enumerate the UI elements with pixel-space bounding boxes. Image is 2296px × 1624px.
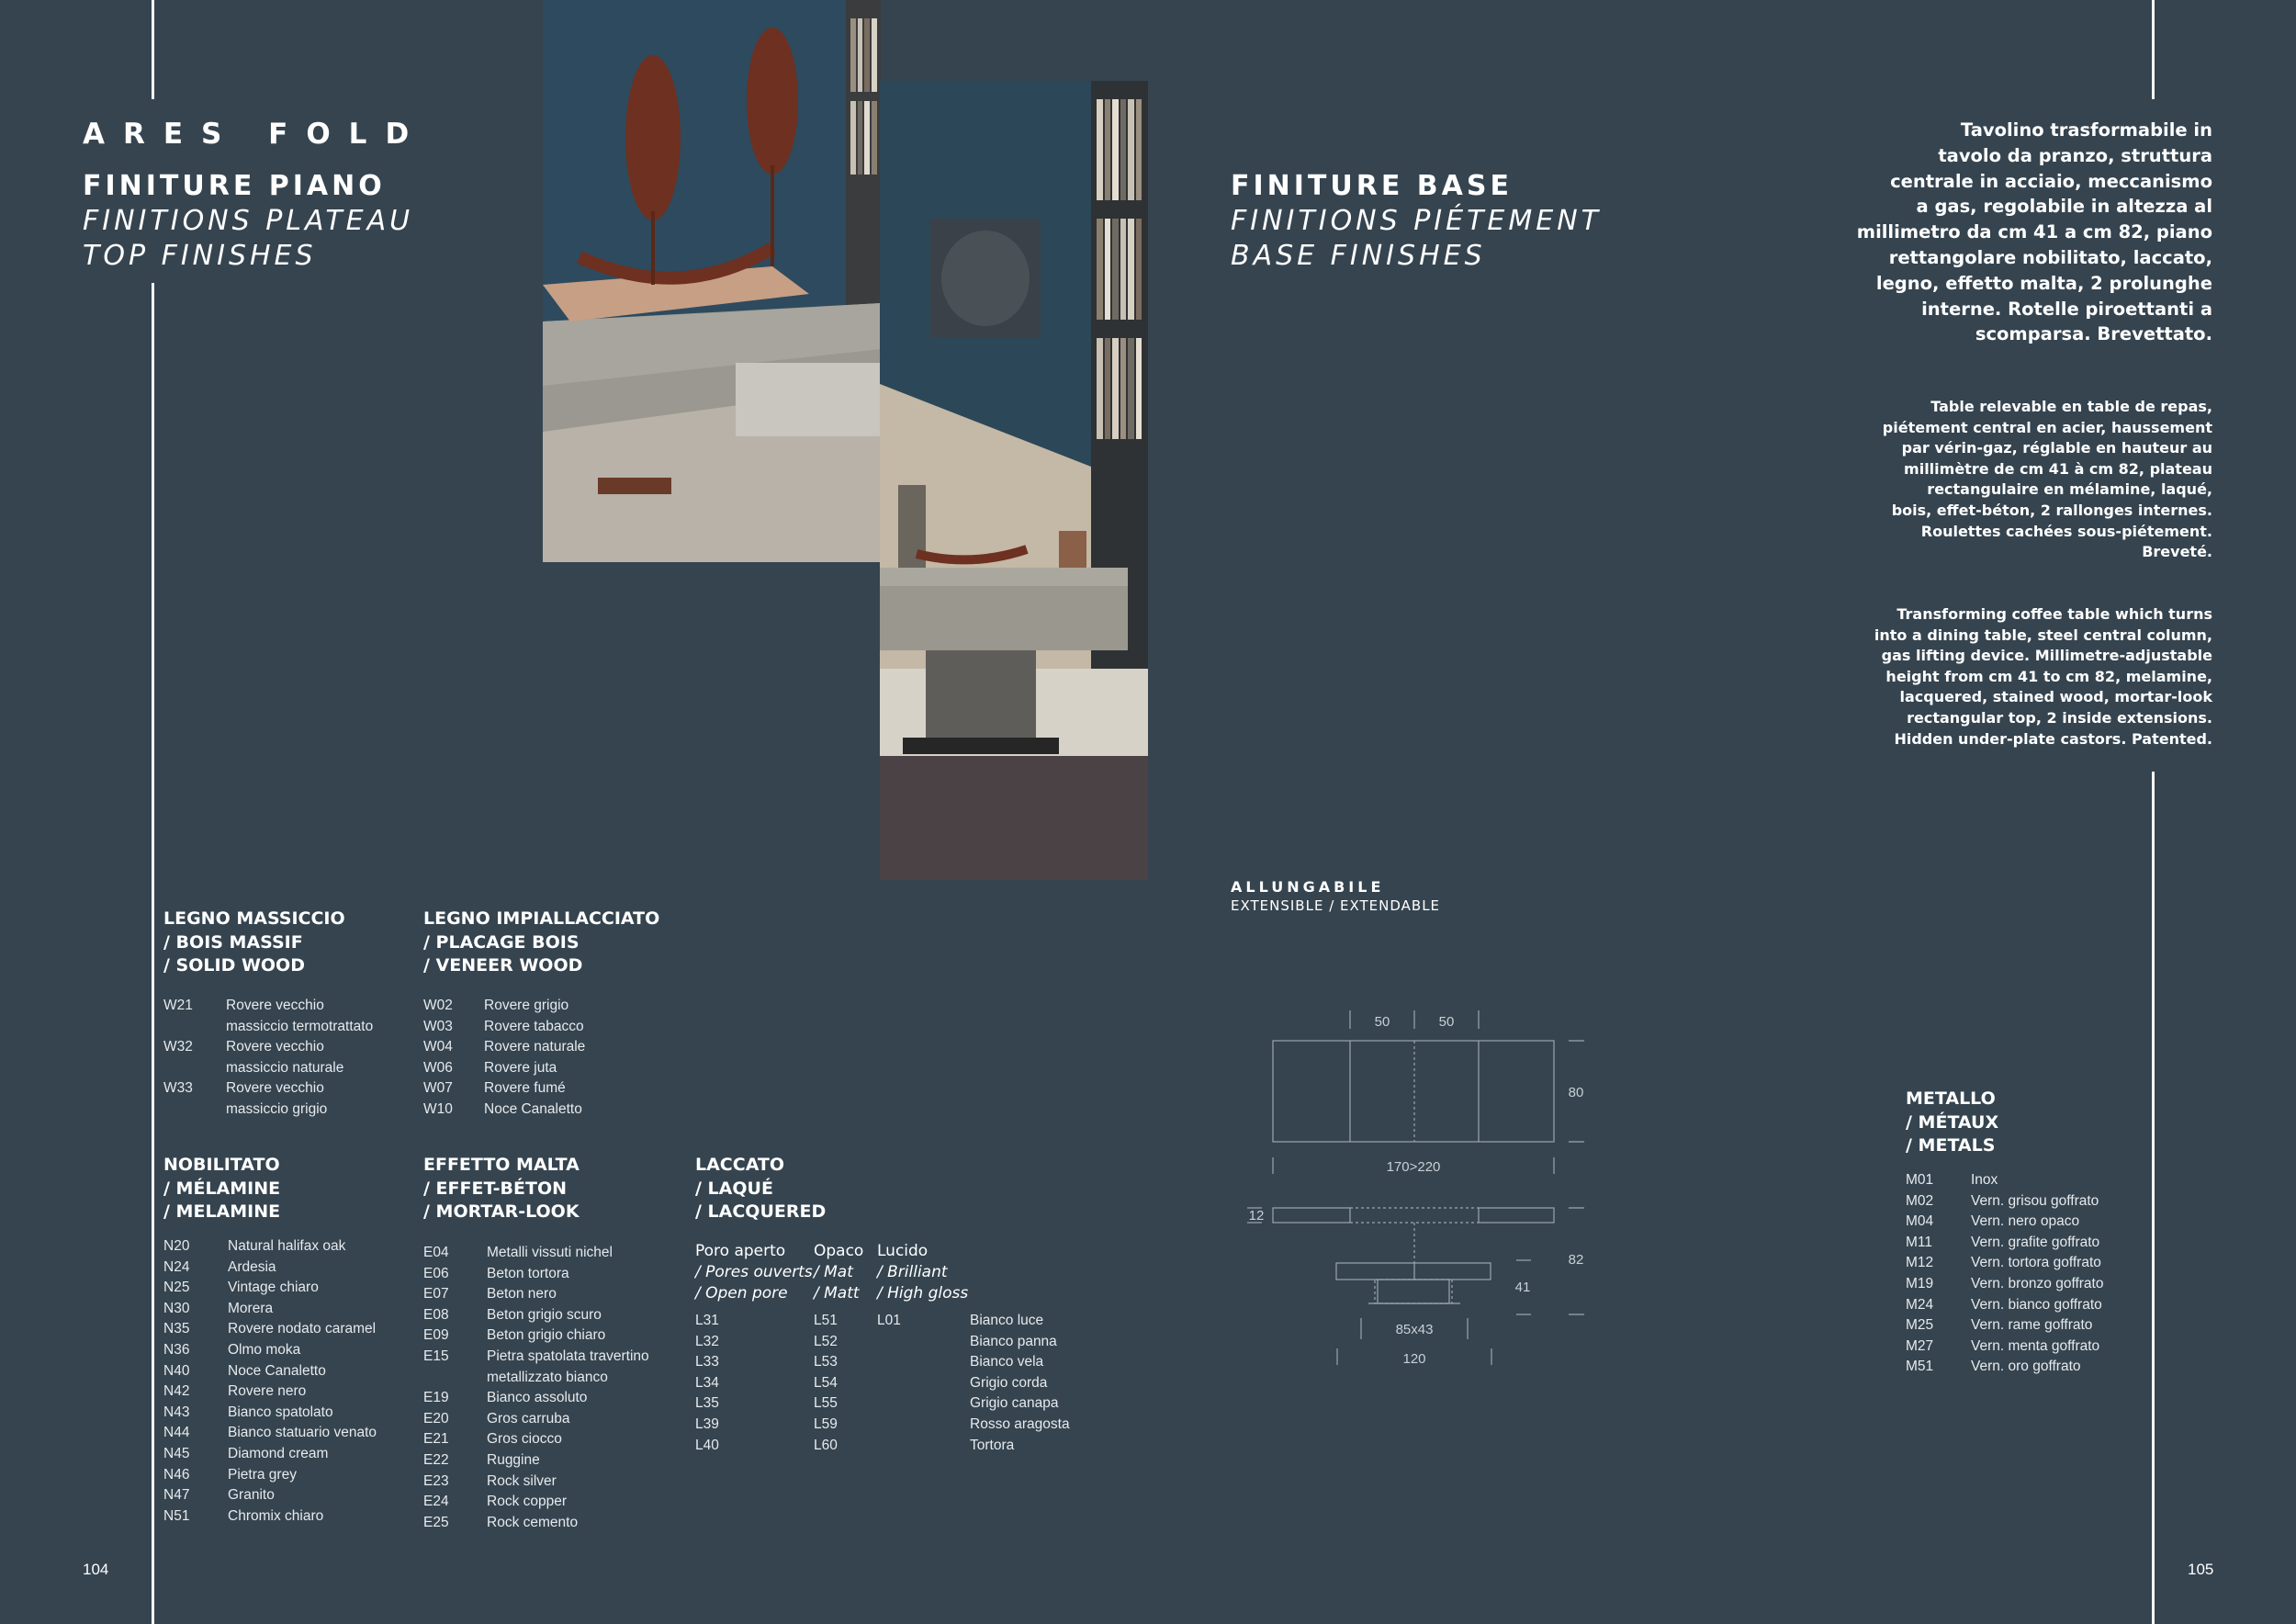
finish-name: Granito (228, 1487, 275, 1504)
gloss-heading (877, 1241, 968, 1304)
finish-code: E23 (423, 1472, 449, 1489)
finish-code: W33 (163, 1080, 193, 1097)
list-item (163, 1444, 402, 1465)
melamine-title-en: / MELAMINE (163, 1201, 281, 1222)
list-item: L34 (695, 1374, 719, 1391)
list-item (423, 1078, 644, 1100)
dim-height-min: 41 (1514, 1280, 1531, 1295)
finish-code: E07 (423, 1286, 449, 1303)
list-item: Tortora (970, 1437, 1015, 1453)
base-finishes-it: FINITURE BASE (1231, 170, 1513, 202)
finish-name: Rovere vecchio massiccio naturale (226, 1039, 344, 1076)
list-item (163, 1299, 402, 1320)
finish-name: Vern. rame goffrato (1971, 1317, 2093, 1334)
finish-name: Pietra spatolata travertino metallizzato bianco (487, 1348, 649, 1385)
lacquer-color-names (970, 1311, 1117, 1456)
list-item: L32 (695, 1333, 719, 1349)
list-item: Bianco luce (970, 1313, 1044, 1328)
top-finishes-en: TOP FINISHES (83, 240, 317, 272)
finish-code: W21 (163, 998, 193, 1013)
dim-ext1: 50 (1374, 1014, 1390, 1030)
list-item (1906, 1336, 2126, 1358)
gloss-en: / High gloss (877, 1284, 969, 1303)
open-pore-heading (695, 1241, 813, 1304)
list-item (163, 1257, 402, 1279)
base-finishes-fr: FINITIONS PIÉTEMENT (1231, 205, 1602, 237)
finish-code: E08 (423, 1306, 449, 1323)
list-item (423, 1450, 662, 1472)
list-item (1906, 1253, 2126, 1274)
list-item (423, 1284, 662, 1305)
finish-code: M25 (1906, 1317, 1934, 1334)
finish-name: Vern. grisou goffrato (1971, 1192, 2099, 1209)
finish-name: Ardesia (228, 1258, 276, 1275)
dim-base: 85x43 (1395, 1322, 1434, 1337)
mortar-title (423, 1154, 580, 1224)
open-pore-fr: / Pores ouverts (695, 1263, 813, 1281)
list-item (163, 1465, 402, 1486)
list-item: L53 (814, 1354, 838, 1370)
open-pore-en: / Open pore (695, 1284, 788, 1303)
mortar-title-it: EFFETTO MALTA (423, 1155, 580, 1175)
list-item (163, 1319, 402, 1340)
right-rule-top (2152, 0, 2155, 99)
melamine-list (163, 1236, 402, 1527)
list-item (423, 1347, 662, 1388)
finish-name: Bianco spatolato (228, 1404, 333, 1420)
list-item (1906, 1295, 2126, 1316)
description-french: Table relevable en table de repas, piétement central en acier, haussement par vérin-gaz, réglable en hauteur au millimètre de cm 41 à cm 82, plateau rectangulaire en mélamine, laqué, bois, effet-béton, 2 rallonges internes. Roulettes cachées sous-piétement. Breveté. (1882, 398, 2212, 561)
list-item: Bianco vela (970, 1354, 1044, 1370)
finish-code: W32 (163, 1039, 193, 1055)
finish-name: Rovere juta (484, 1059, 557, 1076)
finish-code: N25 (163, 1280, 190, 1296)
base-finishes-heading (1231, 169, 1602, 274)
list-item (423, 1264, 662, 1285)
product-photo-room (880, 81, 1148, 880)
list-item (423, 1058, 644, 1079)
finish-name: Rovere naturale (484, 1039, 586, 1055)
finish-code: E09 (423, 1327, 449, 1344)
finish-name: Vern. grafite goffrato (1971, 1234, 2100, 1250)
finish-code: W04 (423, 1039, 453, 1055)
mortar-title-fr: / EFFET-BÉTON (423, 1178, 567, 1199)
finish-code: W10 (423, 1100, 453, 1117)
finish-name: Natural halifax oak (228, 1238, 346, 1254)
finish-name: Noce Canaletto (228, 1362, 326, 1379)
list-item (423, 1409, 662, 1430)
matt-fr: / Mat (814, 1263, 853, 1281)
finish-name: Rovere tabacco (484, 1018, 584, 1034)
list-item: L52 (814, 1333, 838, 1349)
list-item: L33 (695, 1354, 719, 1370)
finish-name: Gros carruba (487, 1410, 570, 1427)
veneer-wood-title (423, 908, 659, 978)
melamine-title-fr: / MÉLAMINE (163, 1178, 281, 1199)
finish-name: Morera (228, 1300, 274, 1316)
list-item: L60 (814, 1437, 838, 1453)
list-item (423, 1305, 662, 1326)
list-item (163, 1485, 402, 1506)
gloss-codes (877, 1311, 932, 1332)
list-item (423, 1472, 662, 1493)
list-item: L39 (695, 1415, 719, 1432)
list-item (1906, 1191, 2126, 1212)
finish-code: N45 (163, 1445, 190, 1461)
finish-code: N42 (163, 1383, 190, 1400)
veneer-wood-title-fr: / PLACAGE BOIS (423, 931, 580, 953)
list-item: L59 (814, 1415, 838, 1432)
veneer-wood-title-it: LEGNO IMPIALLACCIATO (423, 908, 660, 929)
finish-name: Bianco statuario venato (228, 1425, 377, 1441)
solid-wood-title-en: / SOLID WOOD (163, 955, 305, 976)
dim-ext2: 50 (1438, 1014, 1455, 1030)
finish-name: Ruggine (487, 1451, 540, 1468)
list-item: L54 (814, 1374, 838, 1391)
finish-code: E22 (423, 1451, 449, 1468)
finish-code: E20 (423, 1410, 449, 1427)
list-item (163, 1078, 402, 1120)
finish-name: Chromix chiaro (228, 1507, 324, 1524)
description-italian: Tavolino trasformabile in tavolo da pranzo, struttura centrale in acciaio, meccanismo a gas, regolabile in altezza al millimetro da cm 41 a cm 82, piano rettangolare nobilitato, laccato, legno, effetto malta, 2 prolunghe interne. Rotelle piroettanti a scomparsa. Brevettato. (1856, 119, 2212, 345)
product-photo-detail (543, 0, 881, 562)
matt-codes (814, 1311, 869, 1456)
finish-code: M11 (1906, 1234, 1933, 1250)
finish-name: Vern. menta goffrato (1971, 1337, 2100, 1354)
finish-name: Gros ciocco (487, 1431, 562, 1448)
finish-code: M19 (1906, 1275, 1934, 1291)
list-item (163, 1037, 402, 1078)
finish-code: E06 (423, 1265, 449, 1281)
list-item (423, 1037, 644, 1058)
solid-wood-title-it: LEGNO MASSICCIO (163, 908, 345, 929)
list-item (423, 1243, 662, 1264)
list-item (423, 1017, 644, 1038)
list-item: L01 (877, 1313, 901, 1328)
extendable-title: ALLUNGABILE (1231, 878, 1385, 896)
lacquered-title-fr: / LAQUÉ (695, 1178, 773, 1199)
dim-depth: 80 (1568, 1085, 1584, 1100)
matt-en: / Matt (814, 1284, 860, 1303)
veneer-wood-list (423, 996, 644, 1121)
list-item (1906, 1274, 2126, 1295)
dim-height-max: 82 (1568, 1252, 1584, 1268)
list-item: Bianco panna (970, 1333, 1057, 1349)
finish-code: W03 (423, 1018, 453, 1034)
dim-closed-length: 120 (1402, 1351, 1426, 1367)
list-item (163, 1278, 402, 1299)
finish-code: M02 (1906, 1192, 1934, 1209)
mortar-list (423, 1243, 662, 1533)
finish-name: Inox (1971, 1172, 1998, 1188)
list-item (423, 1513, 662, 1534)
finish-code: W07 (423, 1080, 453, 1097)
mortar-title-en: / MORTAR-LOOK (423, 1201, 580, 1222)
finish-name: Diamond cream (228, 1445, 329, 1461)
metals-list (1906, 1170, 2126, 1378)
finish-name: Metalli vissuti nichel (487, 1245, 613, 1260)
finish-name: Beton tortora (487, 1265, 569, 1281)
list-item: Grigio canapa (970, 1395, 1059, 1412)
finish-code: E24 (423, 1494, 449, 1510)
metals-title-it: METALLO (1906, 1088, 1996, 1109)
list-item (1906, 1315, 2126, 1336)
list-item (423, 996, 644, 1017)
finish-code: N40 (163, 1362, 190, 1379)
list-item (163, 996, 402, 1037)
finish-code: E25 (423, 1514, 449, 1530)
finish-name: Vern. bronzo goffrato (1971, 1275, 2104, 1291)
finish-code: N24 (163, 1258, 190, 1275)
finish-name: Rovere nodato caramel (228, 1321, 377, 1337)
melamine-title-it: NOBILITATO (163, 1155, 280, 1175)
extendable-heading (1231, 878, 1440, 914)
finish-name: Rovere nero (228, 1383, 307, 1400)
lacquered-title-en: / LACQUERED (695, 1201, 827, 1222)
left-rule-top (152, 0, 154, 99)
list-item (1906, 1212, 2126, 1233)
list-item (163, 1361, 402, 1382)
list-item: L40 (695, 1437, 719, 1453)
finish-code: N36 (163, 1341, 190, 1358)
finish-name: Vern. bianco goffrato (1971, 1296, 2102, 1313)
finish-name: Vern. nero opaco (1971, 1213, 2080, 1230)
finish-name: Vern. oro goffrato (1971, 1359, 2081, 1375)
list-item (423, 1100, 644, 1121)
right-rule-bottom (2152, 772, 2155, 1624)
list-item: Rosso aragosta (970, 1415, 1070, 1432)
base-finishes-en: BASE FINISHES (1231, 240, 1486, 272)
finish-name: Vintage chiaro (228, 1280, 319, 1296)
finish-name: Beton grigio scuro (487, 1306, 602, 1323)
list-item (423, 1388, 662, 1409)
metals-title-fr: / MÉTAUX (1906, 1111, 1999, 1133)
finish-code: N20 (163, 1238, 190, 1254)
extendable-subtitle: EXTENSIBLE / EXTENDABLE (1231, 897, 1441, 914)
finish-code: N44 (163, 1425, 190, 1441)
finish-name: Noce Canaletto (484, 1100, 582, 1117)
finish-name: Rovere grigio (484, 998, 569, 1013)
melamine-title (163, 1154, 280, 1224)
finish-code: M04 (1906, 1213, 1934, 1230)
list-item (1906, 1233, 2126, 1254)
list-item (163, 1423, 402, 1444)
top-finishes-fr: FINITIONS PLATEAU (83, 205, 414, 237)
finish-code: W06 (423, 1059, 453, 1076)
finish-name: Rock copper (487, 1494, 568, 1510)
list-item (163, 1236, 402, 1257)
top-finishes-heading (83, 169, 413, 274)
list-item: Grigio corda (970, 1374, 1048, 1391)
dim-thickness: 12 (1248, 1208, 1265, 1224)
finish-code: M24 (1906, 1296, 1934, 1313)
page-number-right: 105 (2188, 1561, 2214, 1578)
finish-name: Rovere vecchio massiccio termotrattato (226, 998, 374, 1034)
open-pore-label: Poro aperto (695, 1242, 786, 1260)
finish-code: W02 (423, 998, 453, 1013)
finish-code: M51 (1906, 1359, 1934, 1375)
list-item (1906, 1170, 2126, 1191)
finish-name: Bianco assoluto (487, 1390, 588, 1406)
list-item: L31 (695, 1313, 719, 1328)
list-item (163, 1382, 402, 1403)
finish-name: Rovere fumé (484, 1080, 566, 1097)
left-rule-bottom (152, 283, 154, 1624)
finish-code: N35 (163, 1321, 190, 1337)
finish-name: Olmo moka (228, 1341, 301, 1358)
finish-code: N30 (163, 1300, 190, 1316)
solid-wood-title (163, 908, 345, 978)
finish-name: Beton grigio chiaro (487, 1327, 606, 1344)
dimension-drawing (1231, 1001, 1598, 1387)
matt-heading (814, 1241, 863, 1304)
metals-title-en: / METALS (1906, 1135, 1996, 1156)
list-item (163, 1506, 402, 1528)
list-item (423, 1325, 662, 1347)
page-number-left: 104 (83, 1561, 109, 1578)
lacquered-title (695, 1154, 826, 1224)
finish-code: M12 (1906, 1255, 1934, 1271)
list-item (1906, 1357, 2126, 1378)
solid-wood-list (163, 996, 402, 1121)
list-item (423, 1429, 662, 1450)
finish-name: Rock silver (487, 1472, 557, 1489)
list-item (163, 1340, 402, 1361)
list-item: L55 (814, 1395, 838, 1412)
list-item: L51 (814, 1313, 838, 1328)
finish-name: Beton nero (487, 1286, 557, 1303)
list-item (423, 1492, 662, 1513)
finish-code: M01 (1906, 1172, 1934, 1188)
gloss-fr: / Brilliant (877, 1263, 948, 1281)
list-item (163, 1403, 402, 1424)
lacquered-title-it: LACCATO (695, 1155, 785, 1175)
dim-length: 170>220 (1386, 1159, 1441, 1175)
finish-name: Rock cemento (487, 1514, 579, 1530)
list-item: L35 (695, 1395, 719, 1412)
finish-code: N43 (163, 1404, 190, 1420)
metals-title (1906, 1088, 1998, 1158)
product-title: ARES FOLD (83, 118, 428, 151)
top-finishes-it: FINITURE PIANO (83, 170, 386, 202)
finish-code: E19 (423, 1390, 449, 1406)
matt-label: Opaco (814, 1242, 864, 1260)
gloss-label: Lucido (877, 1242, 929, 1260)
finish-code: N47 (163, 1487, 190, 1504)
finish-name: Vern. tortora goffrato (1971, 1255, 2101, 1271)
open-pore-codes (695, 1311, 750, 1456)
finish-code: E04 (423, 1245, 449, 1260)
finish-code: N51 (163, 1507, 190, 1524)
finish-code: N46 (163, 1466, 190, 1483)
finish-code: E15 (423, 1348, 449, 1364)
finish-code: E21 (423, 1431, 449, 1448)
solid-wood-title-fr: / BOIS MASSIF (163, 931, 303, 953)
veneer-wood-title-en: / VENEER WOOD (423, 955, 583, 976)
finish-name: Rovere vecchio massiccio grigio (226, 1080, 328, 1117)
description-english: Transforming coffee table which turns into a dining table, steel central column, gas lifting device. Millimetre-adjustable height from cm 41 to cm 82, melamine, lacquered, stained wood, mortar-look rectangular top, 2 inside extensions. Hidden under-plate castors. Patented. (1874, 605, 2212, 748)
finish-name: Pietra grey (228, 1466, 297, 1483)
finish-code: M27 (1906, 1337, 1934, 1354)
